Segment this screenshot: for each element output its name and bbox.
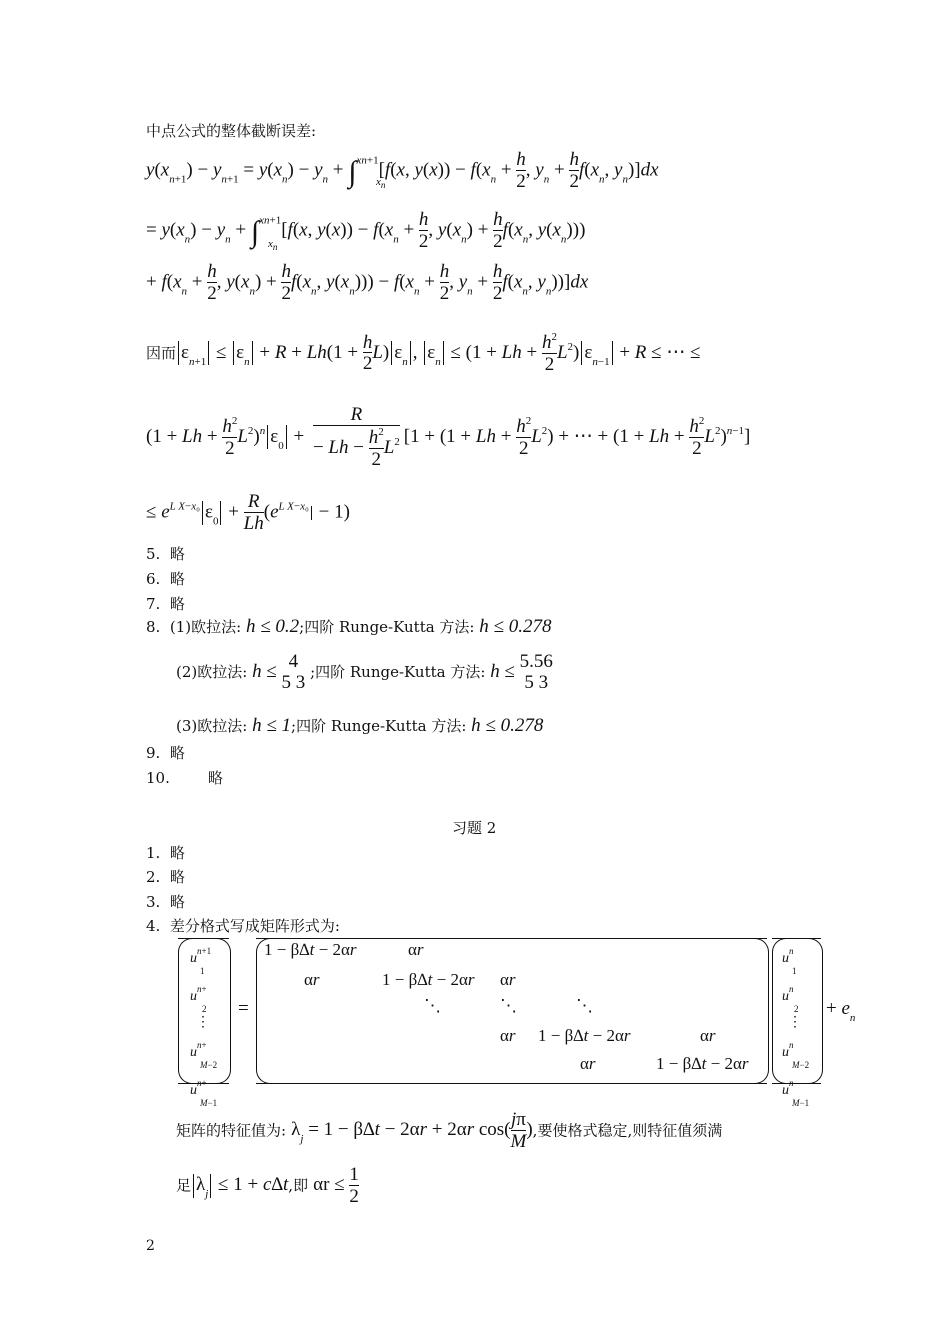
list-item: 4. 差分格式写成矩阵形式为: — [146, 917, 340, 935]
integral-lower-limit: $x_n$ — [376, 176, 386, 191]
plus-e-n: + $e_n$ — [826, 998, 856, 1024]
list-item: 5. 略 — [146, 545, 185, 563]
rhs-vector: $u^n$ 1 $u^n$ 2 ⋮ $u^n$ M−2 $u^n$ M−1 — [782, 946, 810, 1108]
equation-line-4: 因而 $\varepsilon_{n+1} \le \varepsilon_n + R + Lh(1$ + $\frac{h}{2}$ L) $\varepsilon_n$ , $\varepsilon_n \le (1 + Lh$ + $\frac{h^2}{2}$ $L^2$) $\varepsilon_{n-1} + R$ ≤ ⋯ ≤ — [146, 331, 701, 375]
comma: , — [412, 341, 418, 363]
stability-condition-line: 足 $\lambda_j \le 1 + c\Delta t$,即 αr ≤ $\frac{1}{2}$ — [176, 1164, 359, 1207]
equation-line-1: $y(x_{n+1}) - y_{n+1} = y(x_n) - y_n + \int^{xn+1}[f(x$, $y(x)) - f(x_n$ + $\frac{h}{2}$ , $y_n$ + $\frac{h}{2}$ $f(x_n$, $y_n)]dx$ — [146, 149, 659, 192]
midpoint-heading: 中点公式的整体截断误差: — [146, 122, 317, 140]
item-8-sub-3: (3)欧拉法: h ≤ 1;四阶 Runge-Kutta 方法: h ≤ 0.278 — [176, 715, 544, 736]
equation-line-6: ≤ $e^{L X-x_0}$ $\varepsilon_0$ + $\frac{R}{Lh}$ $(e^{L X-x_0} - 1)$ — [146, 491, 350, 534]
list-item: 3. 略 — [146, 893, 185, 911]
matrix-row-m2: αr — [500, 1026, 516, 1045]
matrix-row-1: 1 − β∆t − 2αr — [264, 940, 357, 959]
page-number: 2 — [146, 1238, 155, 1254]
list-item: 7. 略 — [146, 595, 185, 613]
therefore-label: 因而 — [146, 343, 177, 362]
equation-line-5: (1 + Lh + $\frac{h^2}{2}$ $L^2)^n$ $\varepsilon_0$ + R − Lh − $\frac{h^2}{2}$ $L^2$ [1 + (1 + Lh + $\frac{h^2}{2}$ $L^2$) + ⋯ + (1 + Lh + $\frac{h^2}{2}$ $L^2)^{n-1}$] — [146, 404, 751, 470]
equation-line-2: = $y(x_n) - y_n + \int^{xn+1}[f(x$, $y(x)) - f(x_n$ + $\frac{h}{2}$ , $y(x_n)$ + $\frac{h}{2}$ $f(x_n$, $y(x_n)$)) — [146, 209, 586, 252]
section-title: 习题 2 — [452, 819, 497, 837]
list-item: 6. 略 — [146, 570, 185, 588]
matrix-ddots: ⋱ — [424, 996, 441, 1015]
list-item: 2. 略 — [146, 868, 185, 886]
item-8-sub-1: 8. (1)欧拉法: h ≤ 0.2;四阶 Runge-Kutta 方法: h ≤ 0.278 — [146, 616, 552, 637]
list-item: 9. 略 — [146, 744, 185, 762]
eigenvalue-line: 矩阵的特征值为: $\lambda_j = 1 - \beta\Delta t - 2\alpha r + 2\alpha r$ cos( $\frac{j\pi}{M}$ ),要使格式稳定,则特征值须满 — [176, 1109, 723, 1152]
list-item: 10. 略 — [146, 769, 224, 787]
item-8-sub-2: (2)欧拉法: h ≤ 4 5 3 ;四阶 Runge-Kutta 方法: h ≤ 5.56 5 3 — [176, 651, 553, 693]
matrix-row-m1: αr — [580, 1054, 596, 1073]
matrix-row-2: αr — [304, 970, 320, 989]
integral-lower-limit-2: $x_n$ — [268, 238, 278, 253]
list-item: 1. 略 — [146, 844, 185, 862]
equals-sign: = — [238, 998, 249, 1019]
lhs-vector: $u^{n+1}$ 1 $u^{n+}$ 2 ⋮ $u^{n+}$ M−2 $u^{n+}$ M−1 — [190, 946, 218, 1108]
equation-line-3: + $f(x_n$ + $\frac{h}{2}$ , $y(x_n)$ + $\frac{h}{2}$ $f(x_n$, $y(x_n))) - f(x_n$ + $\frac{h}{2}$ , $y_n$ + $\frac{h}{2}$ $f(x_n$, $y_n))]dx$ — [146, 261, 589, 304]
